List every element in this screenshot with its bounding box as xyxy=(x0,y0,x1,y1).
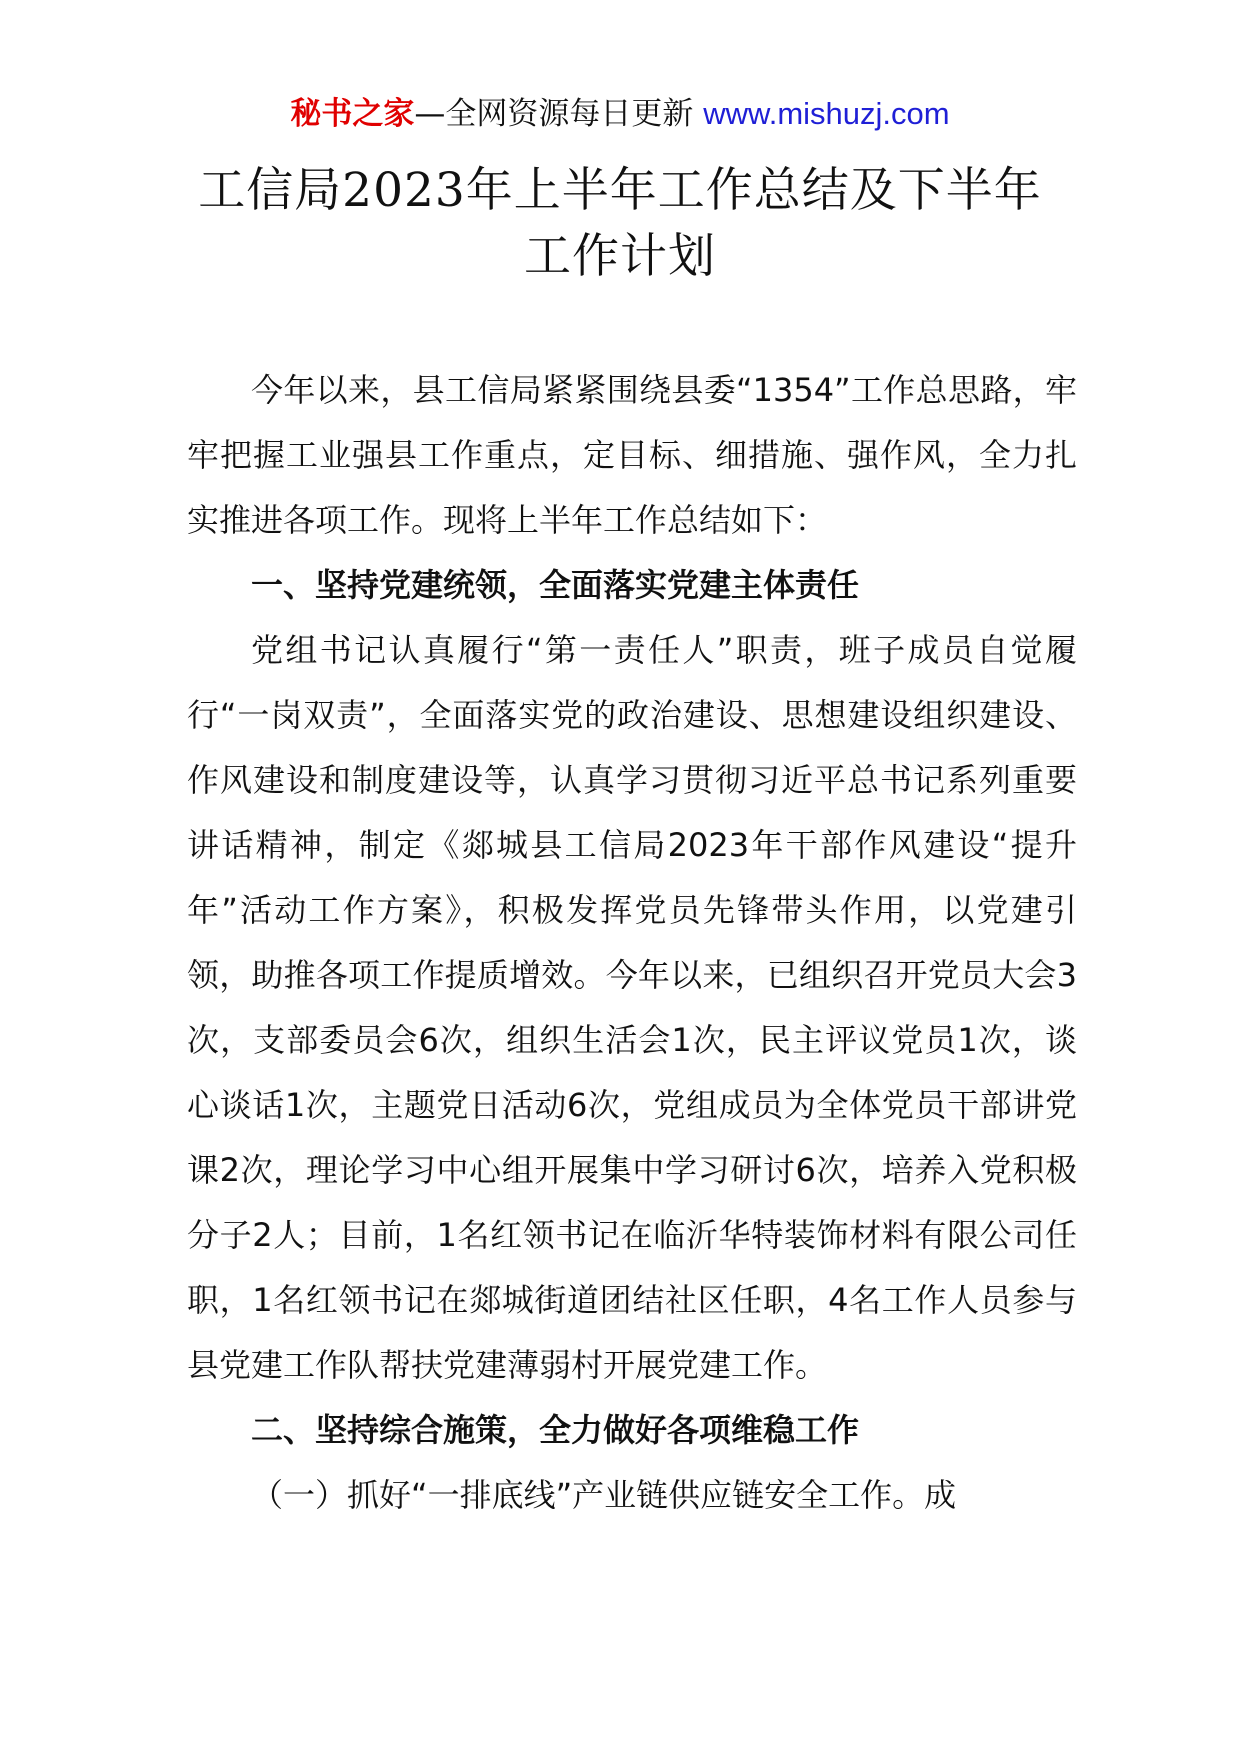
section-2-heading: 二、坚持综合施策，全力做好各项维稳工作 xyxy=(251,1411,860,1449)
site-brand: 秘书之家 xyxy=(290,96,415,132)
document-title: 工信局2023年上半年工作总结及下半年工作计划 xyxy=(198,163,1042,284)
section-1-heading: 一、坚持党建统领，全面落实党建主体责任 xyxy=(251,566,860,604)
site-url-link[interactable]: www.mishuzj.com xyxy=(703,96,950,131)
section-1-paragraph: 党组书记认真履行“第一责任人”职责，班子成员自觉履行“一岗双责”，全面落实党的政治建设、思想建设组织建设、作风建设和制度建设等，认真学习贯彻习近平总书记系列重要讲话精神，制定《郯城县工信局2023年干部作风建设“提升年”活动工作方案》，积极发挥党员先锋带头作用，以党建引领，助推各项工作提质增效。今年以来，已组织召开党员大会3次，支部委员会6次，组织生活会1次，民主评议党员1次，谈心谈话1次，主题党日活动6次，党组成员为全体党员干部讲党课2次，理论学习中心组开展集中学习研讨6次，培养入党积极分子2人；目前，1名红领书记在临沂华特装饰材料有限公司任职，1名红领书记在郯城街道团结社区任职，4名工作人员参与县党建工作队帮扶党建薄弱村开展党建工作。 xyxy=(187,631,1077,1384)
section-2-subsection-1: （一）抓好“一排底线”产业链供应链安全工作。成 xyxy=(251,1476,957,1514)
site-header xyxy=(0,92,1240,136)
document-body xyxy=(187,358,1077,1528)
intro-paragraph: 今年以来，县工信局紧紧围绕县委“1354”工作总思路，牢牢把握工业强县工作重点，定目标、细措施、强作风，全力扎实推进各项工作。现将上半年工作总结如下： xyxy=(187,371,1077,539)
site-tagline: —全网资源每日更新 xyxy=(414,96,704,132)
